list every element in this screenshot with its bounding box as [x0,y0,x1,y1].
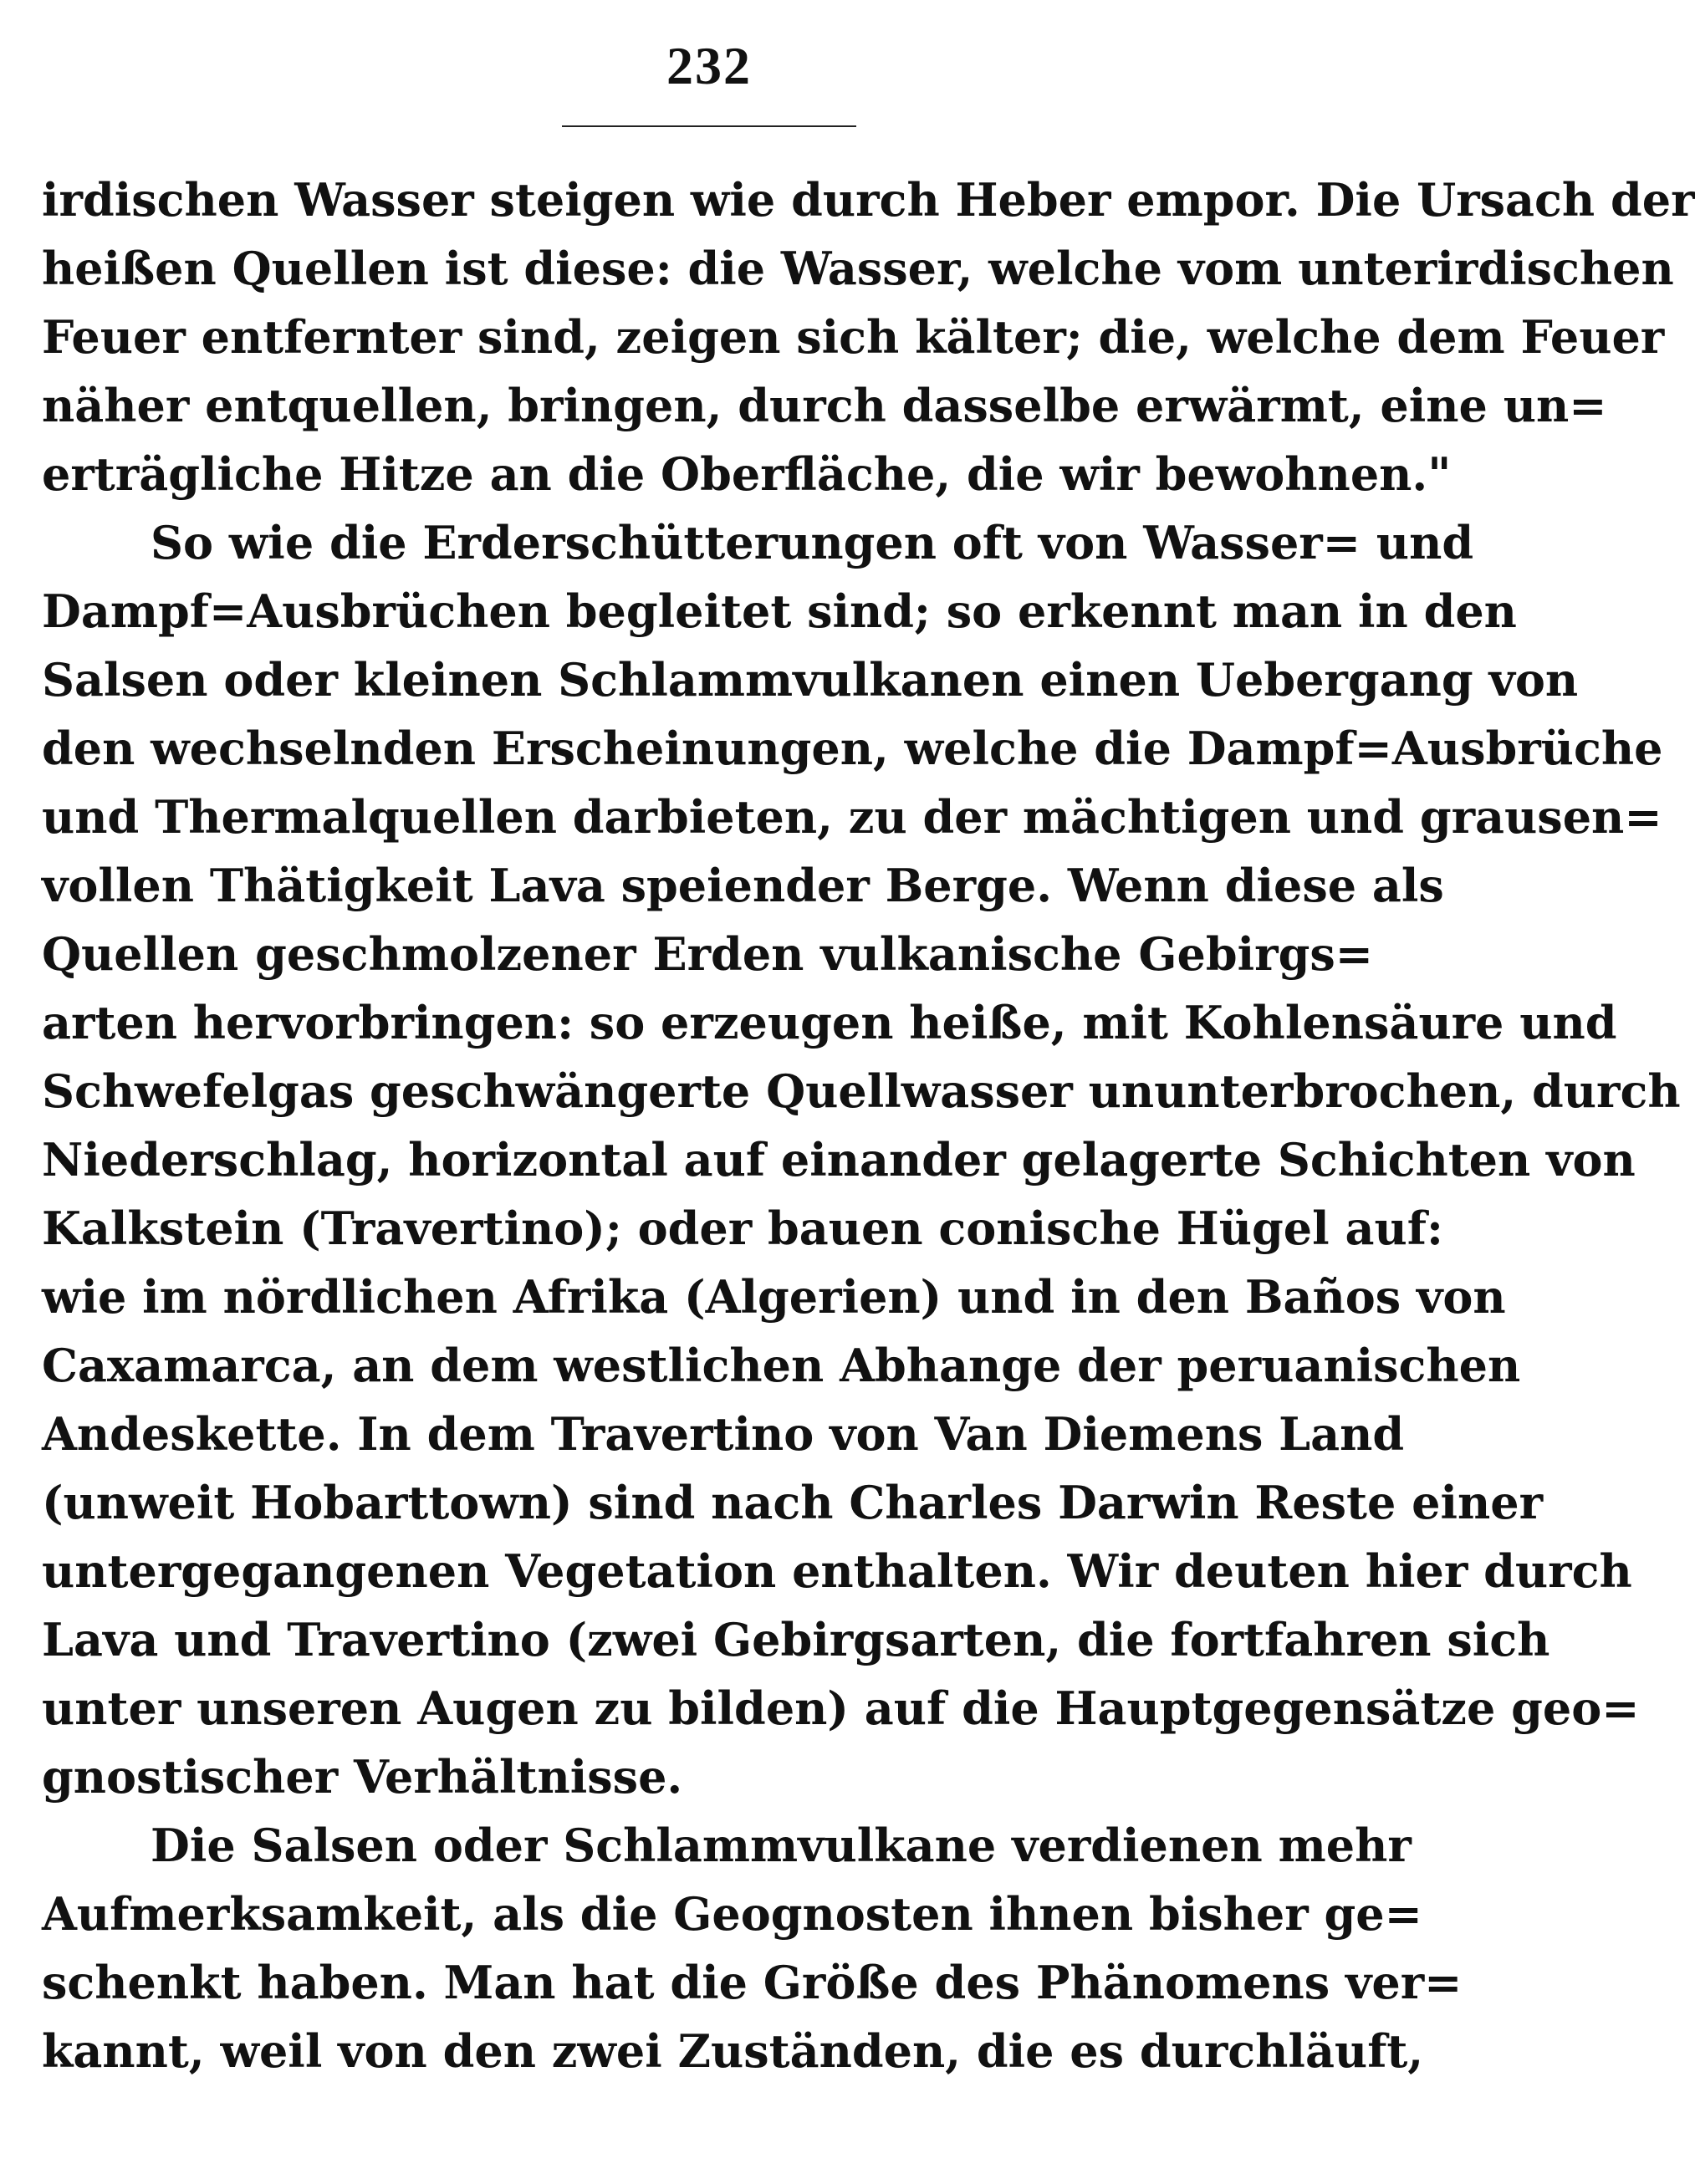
text-line-11: vollen Thätigkeit Lava speiender Berge. Wenn diese als [42,859,1444,912]
text-line-20: (unweit Hobarttown) sind nach Charles Darwin Reste einer [42,1476,1544,1529]
text-line-6: So wie die Erderschütterungen oft von Wasser= und [151,516,1474,569]
body-text [42,166,1695,2085]
text-line-19: Andeskette. In dem Travertino von Van Diemens Land [42,1407,1405,1461]
text-line-18: Caxamarca, an dem westlichen Abhange der peruanischen [42,1339,1521,1392]
text-line-27: schenkt haben. Man hat die Größe des Phänomens ver= [42,1956,1463,2009]
text-line-1: irdischen Wasser steigen wie durch Heber empor. Die Ursach der [42,173,1695,227]
text-line-16: Kalkstein (Travertino); oder bauen conische Hügel auf: [42,1202,1443,1255]
text-line-15: Niederschlag, horizontal auf einander gelagerte Schichten von [42,1133,1636,1186]
text-line-26: Aufmerksamkeit, als die Geognosten ihnen bisher ge= [42,1887,1422,1941]
text-line-25: Die Salsen oder Schlammvulkane verdienen mehr [151,1819,1412,1872]
text-line-23: unter unseren Augen zu bilden) auf die Hauptgegensätze geo= [42,1681,1640,1735]
page-number: 232 [666,36,752,95]
text-line-4: näher entquellen, bringen, durch dasselbe erwärmt, eine un= [42,379,1607,432]
text-line-14: Schwefelgas geschwängerte Quellwasser ununterbrochen, durch [42,1064,1681,1118]
text-line-28: kannt, weil von den zwei Zuständen, die es durchläuft, [42,2024,1424,2078]
text-line-3: Feuer entfernter sind, zeigen sich kälter; die, welche dem Feuer [42,310,1665,364]
text-line-9: den wechselnden Erscheinungen, welche die Dampf=Ausbrüche [42,722,1663,775]
text-line-8: Salsen oder kleinen Schlammvulkanen einen Uebergang von [42,653,1579,707]
text-line-22: Lava und Travertino (zwei Gebirgsarten, die fortfahren sich [42,1613,1550,1666]
text-line-10: und Thermalquellen darbieten, zu der mächtigen und grausen= [42,790,1662,844]
text-line-7: Dampf=Ausbrüchen begleitet sind; so erkennt man in den [42,584,1517,638]
text-line-17: wie im nördlichen Afrika (Algerien) und in den Baños von [42,1270,1506,1324]
text-line-21: untergegangenen Vegetation enthalten. Wir deuten hier durch [42,1544,1632,1598]
text-line-24: gnostischer Verhältnisse. [42,1750,683,1804]
text-line-12: Quellen geschmolzener Erden vulkanische Gebirgs= [42,927,1373,981]
header-divider [562,125,856,127]
text-line-5: erträgliche Hitze an die Oberfläche, die wir bewohnen." [42,447,1452,501]
text-line-2: heißen Quellen ist diese: die Wasser, welche vom unterirdischen [42,242,1674,295]
text-line-13: arten hervorbringen: so erzeugen heiße, mit Kohlensäure und [42,996,1617,1049]
